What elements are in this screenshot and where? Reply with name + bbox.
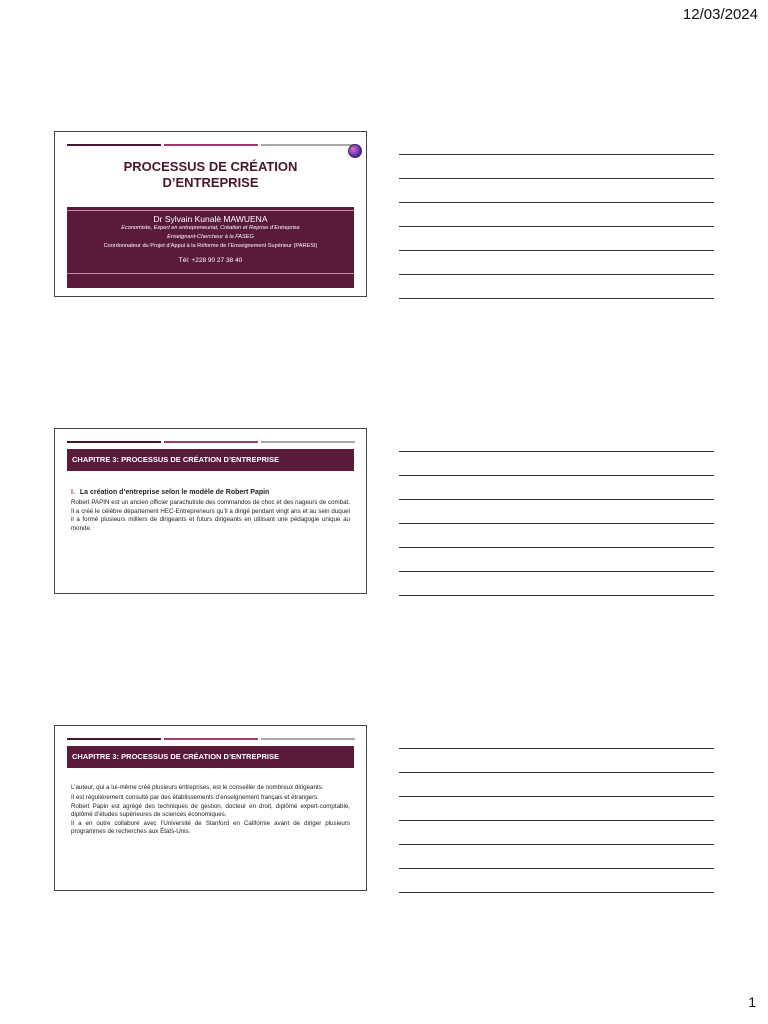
author-phone: Tél: +228 90 27 38 40: [178, 257, 243, 264]
note-line: [399, 476, 714, 500]
slide-top-bars: [67, 441, 354, 443]
note-line: [399, 428, 714, 452]
top-bar-grey: [261, 441, 355, 443]
note-line: [399, 203, 714, 227]
note-line: [399, 821, 714, 845]
top-bar-grey: [261, 738, 355, 740]
note-line: [399, 869, 714, 893]
paragraph: L’auteur, qui a lui-même créé plusieurs entreprises, est le conseiller de nombreux dirigeants.: [71, 784, 324, 791]
slide-body: [71, 489, 350, 533]
slide-2: [54, 428, 367, 594]
notes-lines-1: [399, 131, 714, 299]
note-line: [399, 749, 714, 773]
note-line: [399, 227, 714, 251]
top-bar-dark: [67, 738, 161, 740]
slide-title-line1: PROCESSUS DE CRÉATION: [123, 159, 298, 174]
note-line: [399, 179, 714, 203]
note-line: [399, 275, 714, 299]
author-box: [67, 207, 354, 288]
note-line: [399, 773, 714, 797]
top-bar-grey: [261, 144, 355, 146]
section-title-text: La création d’entreprise selon le modèle de Robert Papin: [79, 489, 270, 496]
slide-title: [65, 159, 356, 191]
note-line: [399, 572, 714, 596]
page-number: 1: [748, 994, 756, 1010]
print-date: 12/03/2024: [682, 6, 758, 23]
top-bar-dark: [67, 144, 161, 146]
slide-top-bars: [67, 144, 354, 146]
author-role-1: Economiste, Expert en entrepreneuriat, Création et Reprise d’Entreprise: [121, 225, 300, 231]
note-line: [399, 452, 714, 476]
section-paragraph: Robert PAPIN est un ancien officier parachutiste des commandos de choc et des nageurs de combat. Il a créé le célèbre département HEC-Entrepreneurs qu’il a dirigé pendant vingt ans et au sein duquel il a formé plusieurs milliers de dirigeants et futurs dirigeants en utilisant une pédagogie unique au monde.: [71, 499, 350, 532]
note-line: [399, 548, 714, 572]
top-bar-pink: [164, 738, 258, 740]
slide-top-bars: [67, 738, 354, 740]
paragraph: Robert Papin est agrégé des techniques de gestion, docteur en droit, diplômé expert-comptable, diplômé d’études supérieures de sciences économiques.: [71, 803, 350, 818]
logo-icon: [348, 144, 362, 158]
note-line: [399, 251, 714, 275]
note-line: [399, 845, 714, 869]
chapter-header: CHAPITRE 3: PROCESSUS DE CRÉATION D’ENTREPRISE: [67, 746, 354, 768]
author-name: Dr Sylvain Kunalè MAWUENA: [153, 214, 268, 224]
slide-body: [71, 784, 350, 837]
note-line: [399, 797, 714, 821]
chapter-header: CHAPITRE 3: PROCESSUS DE CRÉATION D’ENTREPRISE: [67, 449, 354, 471]
paragraph: Il est régulièrement consulté par des établissements d’enseignement français et étrangers.: [71, 793, 319, 801]
note-line: [399, 155, 714, 179]
author-role-2: Enseignant-Chercheur à la FASEG: [167, 234, 254, 240]
top-bar-pink: [164, 144, 258, 146]
author-role-3: Coordonnateur du Projet d’Appui à la Réforme de l’Enseignement Supérieur (PARESI): [103, 243, 318, 249]
section-title: [71, 489, 350, 497]
section-number: I.: [71, 489, 75, 496]
note-line: [399, 524, 714, 548]
notes-lines-2: [399, 428, 714, 596]
note-line: [399, 725, 714, 749]
note-line: [399, 500, 714, 524]
slide-3: [54, 725, 367, 891]
slide-title-line2: D’ENTREPRISE: [162, 175, 259, 190]
author-box-inner: [67, 210, 354, 274]
paragraph: Il a en outre collaboré avec l’Université de Stanford en Californie avant de diriger plusieurs programmes de recherches aux États-Unis.: [71, 820, 350, 835]
notes-lines-3: [399, 725, 714, 893]
top-bar-dark: [67, 441, 161, 443]
note-line: [399, 131, 714, 155]
top-bar-pink: [164, 441, 258, 443]
slide-1: [54, 131, 367, 297]
